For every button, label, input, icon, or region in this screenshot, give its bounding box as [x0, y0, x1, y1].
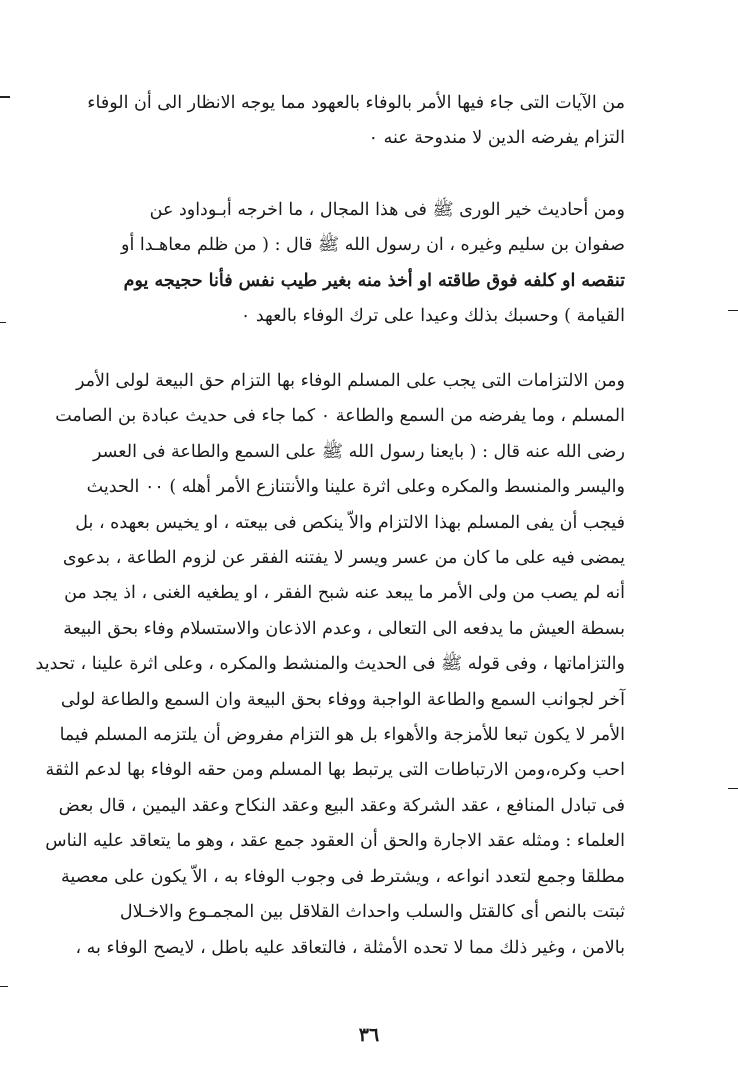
- text-line: والتزاماتها ، وفى قوله ﷺ فى الحديث والمنشط والمكره ، وعلى اثرة علينا ، تحديد: [35, 654, 625, 675]
- text-line: آخر لجوانب السمع والطاعة الواجبة ووفاء بحق البيعة وان السمع والطاعة لولى: [60, 689, 625, 710]
- text-line: صفوان بن سليم وغيره ، ان رسول الله ﷺ قال : ( من ظلم معاهـدا أو: [121, 235, 625, 256]
- text-line: واليسر والمنسط والمكره وعلى اثرة علينا والأنتنازع الأمر أهله ) ٠٠ الحديث: [86, 477, 625, 498]
- text-line: فى تبادل المنافع ، عقد الشركة وعقد البيع وعقد النكاح وعقد اليمين ، قال بعض: [58, 795, 625, 816]
- scan-edge-mark: [0, 96, 10, 98]
- text-line: ثبتت بالنص أى كالقتل والسلب واحداث القلاقل بين المجمـوع والاخـلال: [119, 902, 625, 923]
- paragraph-2: [95, 193, 625, 335]
- scan-edge-mark: [728, 788, 738, 789]
- scan-edge-mark: [0, 322, 6, 323]
- text-line: يمضى فيه على ما كان من عسر ويسر لا يفتنه الفقر عن لزوم الطاعة ، بدعوى: [62, 548, 625, 569]
- text-line: فيجب أن يفى المسلم بهذا الالتزام والاّ ينكص فى بيعته ، او يخيس بعهده ، بل: [75, 512, 625, 533]
- text-line: الأمر لا يكون تبعا للأمزجة والأهواء بل هو التزام مفروض أن يلتزمه المسلم فيما: [59, 725, 625, 746]
- text-line: ومن أحاديث خير الورى ﷺ فى هذا المجال ، ما اخرجه أبـوداود عن: [149, 200, 625, 220]
- text-line: بالامن ، وغير ذلك مما لا تحده الأمثلة ، فالتعاقد عليه باطل ، لايصح الوفاء به ،: [75, 937, 625, 958]
- scan-edge-mark: [728, 310, 738, 311]
- paragraph-3: [35, 364, 625, 966]
- text-line: مطلقا وجمع لتعدد انواعه ، ويشترط فى وجوب الوفاء به ، الاّ يكون على معصية: [60, 866, 625, 887]
- text-line: العلماء : ومثله عقد الاجارة والحق أن العقود جمع عقد ، وهو ما يتعاقد عليه الناس: [45, 831, 625, 852]
- text-line: بسطة العيش ما يدفعه الى التعالى ، وعدم الاذعان والاستسلام وفاء بحق البيعة: [63, 618, 625, 639]
- text-line: رضى الله عنه قال : ( بايعنا رسول الله ﷺ على السمع والطاعة فى العسر: [93, 441, 625, 462]
- text-line: ومن الالتزامات التى يجب على المسلم الوفاء بها التزام حق البيعة لولى الأمر: [75, 371, 625, 391]
- text-line: احب وكره،ومن الارتباطات التى يرتبط بها المسلم ومن حقه الوفاء بها لدعم الثقة: [45, 760, 625, 781]
- text-line: المسلم ، وما يفرضه من السمع والطاعة ٠ كما جاء فى حديث عبادة بن الصامت: [55, 406, 625, 427]
- text-line: أنه لم يصب من ولى الأمر ما يبعد عنه شبح الفقر ، او يطغيه الغنى ، اذ يجد من: [64, 583, 625, 604]
- paragraph-1: [87, 86, 625, 157]
- text-line: القيامة ) وحسبك بذلك وعيدا على ترك الوفاء بالعهد ٠: [240, 306, 625, 327]
- scan-edge-mark: [0, 986, 8, 987]
- text-line-bold: تنقصه او كلفه فوق طاقته او أخذ منه بغير طيب نفس فأنا حجيجه يوم: [123, 270, 625, 291]
- text-line: من الآيات التى جاء فيها الأمر بالوفاء بالعهود مما يوجه الانظار الى أن الوفاء: [87, 93, 625, 113]
- page-number: ٣٦: [358, 1024, 380, 1046]
- text-line: التزام يفرضه الدين لا مندوحة عنه ٠: [368, 128, 625, 149]
